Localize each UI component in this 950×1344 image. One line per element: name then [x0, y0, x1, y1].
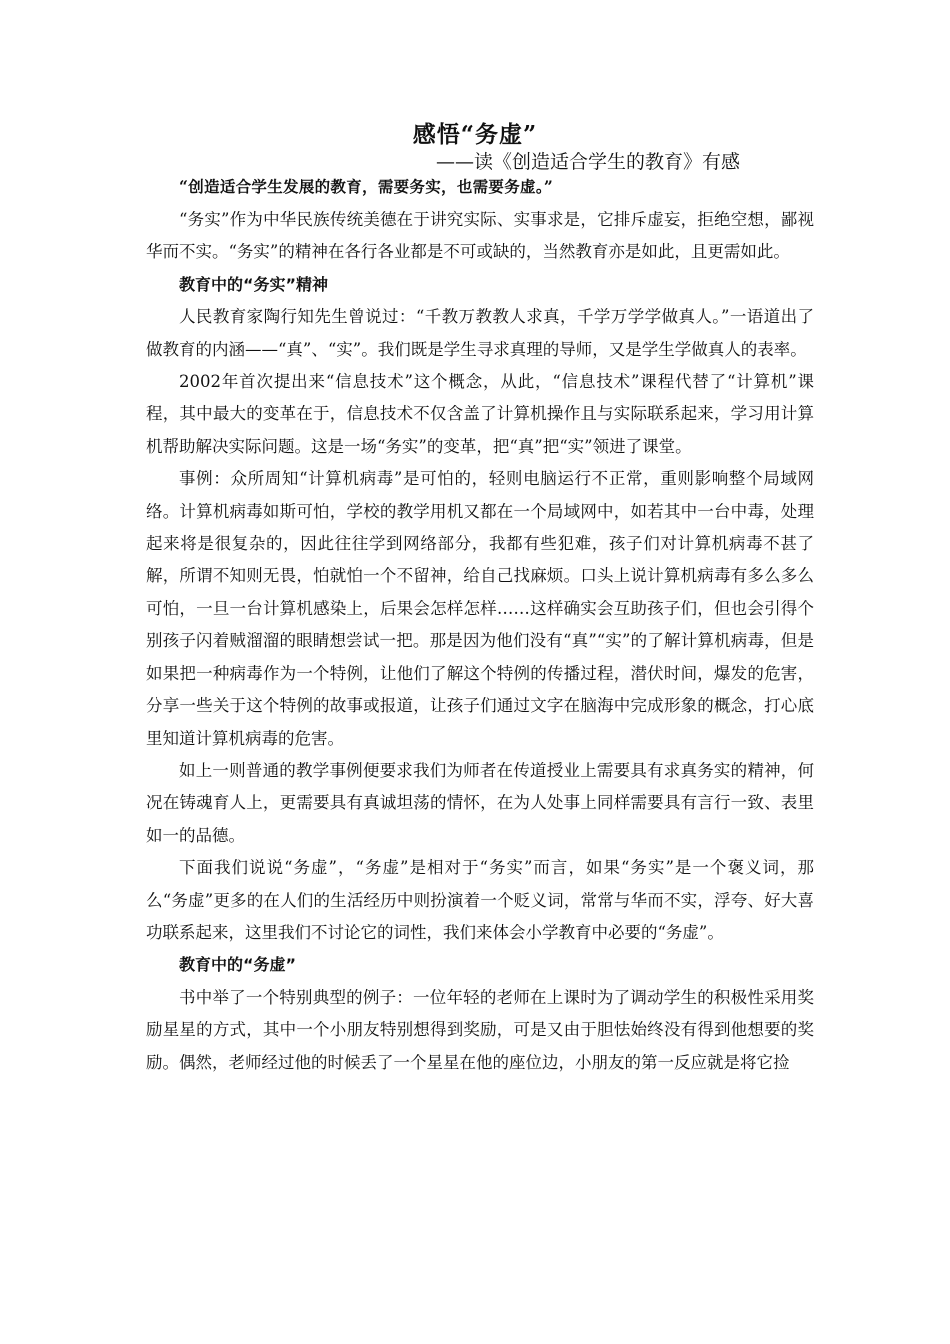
paragraph: 书中举了一个特别典型的例子：一位年轻的老师在上课时为了调动学生的积极性采用奖励星星的方式，其中一个小朋友特别想得到奖励，可是又由于胆怯始终没有得到他想要的奖励。偶然，老师经过他的时候丢了一个星星在他的座位边，小朋友的第一反应就是将它捡 [146, 987, 814, 1072]
paragraph: 2002年首次提出来“信息技术”这个概念，从此，“信息技术”课程代替了“计算机”课程，其中最大的变革在于，信息技术不仅含盖了计算机操作且与实际联系起来，学习用计算机帮助解决实际问题。这是一场“务实”的变革，把“真”把“实”领进了课堂。 [146, 372, 814, 456]
document-subtitle: ——读《创造适合学生的教育》有感 [436, 151, 741, 173]
paragraph: “务实”作为中华民族传统美德在于讲究实际、实事求是，它排斥虚妄，拒绝空想，鄙视华而不实。“务实”的精神在各行各业都是不可或缺的，当然教育亦是如此，且更需如此。 [146, 210, 814, 262]
paragraph: 如上一则普通的教学事例便要求我们为师者在传道授业上需要具有求真务实的精神，何况在铸魂育人上，更需要具有真诚坦荡的情怀，在为人处事上同样需要具有言行一致、表里如一的品德。 [146, 760, 814, 845]
section-heading: 教育中的“务虚” [179, 955, 297, 975]
lead-quote: “创造适合学生发展的教育，需要务实，也需要务虚。” [179, 177, 554, 196]
paragraph: 人民教育家陶行知先生曾说过：“千教万教教人求真，千学万学学做真人。”一语道出了做教育的内涵——“真”、“实”。我们既是学生寻求真理的导师，又是学生学做真人的表率。 [146, 307, 814, 359]
paragraph: 下面我们说说“务虚”，“务虚”是相对于“务实”而言，如果“务实”是一个褒义词，那么“务虚”更多的在人们的生活经历中则扮演着一个贬义词，常常与华而不实，浮夸、好大喜功联系起来，这里我们不讨论它的词性，我们来体会小学教育中必要的“务虚”。 [146, 858, 814, 942]
section-heading: 教育中的“务实”精神 [179, 274, 329, 294]
document-title: 感悟“务虚” [412, 121, 538, 148]
document-body [146, 170, 814, 1079]
paragraph: 事例：众所周知“计算机病毒”是可怕的，轻则电脑运行不正常，重则影响整个局域网络。计算机病毒如斯可怕，学校的教学用机又都在一个局域网中，如若其中一台中毒，处理起来将是很复杂的，因此往往学到网络部分，我都有些犯难，孩子们对计算机病毒不甚了解，所谓不知则无畏，怕就怕一个不留神，给自己找麻烦。口头上说计算机病毒有多么多么可怕，一旦一台计算机感染上，后果会怎样怎样……这样确实会互助孩子们，但也会引得个别孩子闪着贼溜溜的眼睛想尝试一把。那是因为他们没有“真”“实”的了解计算机病毒，但是如果把一种病毒作为一个特例，让他们了解这个特例的传播过程，潜伏时间，爆发的危害，分享一些关于这个特例的故事或报道，让孩子们通过文字在脑海中完成形象的概念，打心底里知道计算机病毒的危害。 [146, 469, 814, 748]
